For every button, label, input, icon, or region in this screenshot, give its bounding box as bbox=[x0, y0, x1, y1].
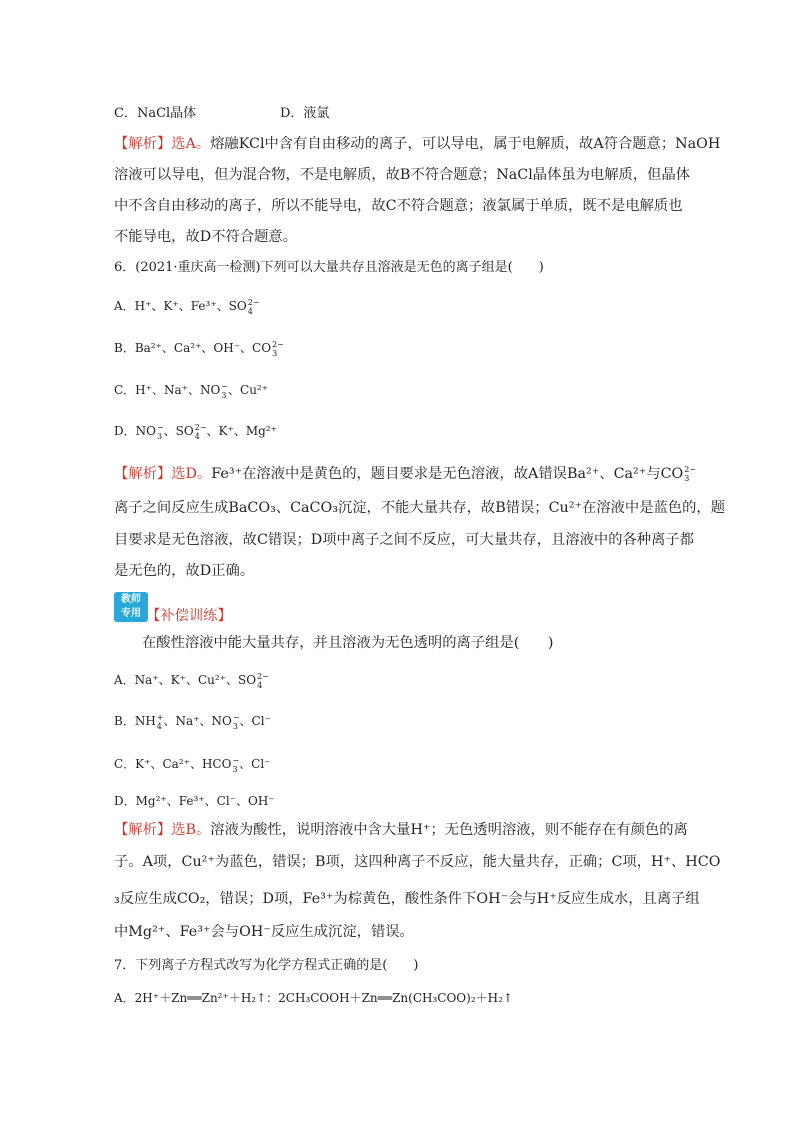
charge-label: 2− bbox=[257, 671, 269, 681]
subscript-label: 4 bbox=[247, 306, 253, 316]
supplementary-exp-text-1: 溶液为酸性，说明溶液中含大量H⁺；无色透明溶液，则不能存在有颜色的离 bbox=[210, 822, 688, 838]
charge-label: 2− bbox=[194, 422, 207, 432]
supplementary-option-d: D．Mg²⁺、Fe³⁺、Cl⁻、OH⁻ bbox=[114, 794, 275, 808]
q6-option-c bbox=[114, 380, 268, 400]
subscript-label: 4 bbox=[194, 431, 200, 441]
supplementary-option-a-text: A．Na⁺、K⁺、Cu²⁺、SO bbox=[114, 673, 257, 687]
sulfate-charge bbox=[195, 423, 207, 441]
charge-label: 2− bbox=[272, 339, 284, 349]
q6-option-a bbox=[114, 296, 260, 316]
q6-option-b bbox=[114, 338, 284, 358]
q5-option-c: C．NaCl晶体 bbox=[114, 106, 197, 121]
charge-label: − bbox=[232, 755, 240, 765]
supplementary-option-b-end: 、Cl⁻ bbox=[239, 714, 271, 728]
badge-line-1: 教师 bbox=[121, 594, 141, 605]
subscript-label: 3 bbox=[221, 390, 227, 400]
supplementary-answer: 选B。 bbox=[171, 822, 211, 838]
subscript-label: 3 bbox=[272, 348, 278, 358]
q6-option-d bbox=[114, 421, 277, 441]
q5-explanation-line-2: 溶液可以导电，但为混合物，不是电解质，故B不符合题意；NaCl晶体虽为电解质，但晶体 bbox=[114, 167, 691, 183]
charge-label: 2− bbox=[247, 297, 260, 307]
q5-answer: 选A。 bbox=[171, 136, 211, 152]
ammonium-charge bbox=[157, 713, 164, 731]
subscript-label: 3 bbox=[684, 474, 690, 483]
q6-option-b-text: B．Ba²⁺、Ca²⁺、OH⁻、CO bbox=[114, 341, 272, 355]
nitrate-charge bbox=[233, 713, 240, 731]
supplementary-tag: 【补偿训练】 bbox=[146, 608, 232, 624]
supplementary-analysis-tag: 【解析】 bbox=[114, 822, 172, 838]
supplementary-option-c bbox=[114, 754, 271, 774]
q7-option-a: A．2H⁺＋Zn══Zn²⁺＋H₂↑：2CH₃COOH＋Zn══Zn(CH₃COO)₂＋H₂↑ bbox=[114, 991, 513, 1005]
sulfate-charge bbox=[257, 672, 269, 690]
subscript-label: 3 bbox=[156, 431, 163, 441]
charge-label: − bbox=[221, 381, 229, 391]
q6-analysis-tag: 【解析】 bbox=[114, 466, 172, 482]
badge-line-2: 专用 bbox=[121, 608, 141, 619]
subscript-label: 4 bbox=[257, 680, 263, 690]
q6-explanation-line-1 bbox=[114, 464, 696, 484]
q5-option-d: D．液氯 bbox=[280, 106, 330, 121]
q6-answer: 选D。 bbox=[171, 466, 212, 482]
charge-label: − bbox=[156, 422, 164, 432]
q6-explanation-line-2: 离子之间反应生成BaCO₃、CaCO₃沉淀，不能大量共存，故B错误；Cu²⁺在溶液中是蓝色的，题 bbox=[114, 500, 725, 516]
supplementary-option-b-head: B．NH bbox=[114, 714, 156, 728]
carbonate-charge bbox=[272, 340, 284, 358]
charge-label: 2− bbox=[684, 465, 697, 474]
nitrate-charge bbox=[157, 423, 164, 441]
supplementary-explanation-line-1 bbox=[114, 820, 688, 840]
q5-explanation-line-4: 不能导电，故D不符合题意。 bbox=[114, 229, 298, 245]
teacher-only-badge bbox=[114, 592, 148, 622]
q6-explanation-line-4: 是无色的，故D正确。 bbox=[114, 563, 255, 579]
q5-explanation-line-3: 中不含自由移动的离子，所以不能导电，故C不符合题意；液氯属于单质，既不是电解质也 bbox=[114, 198, 683, 214]
q6-explanation-line-3: 目要求是无色溶液，故C错误；D项中离子之间不反应，可大量共存，且溶液中的各种离子都 bbox=[114, 532, 694, 548]
q7-stem: 7．下列离子方程式改写为化学方程式正确的是( ) bbox=[114, 958, 419, 973]
q6-option-c-tail: 、Cu²⁺ bbox=[228, 383, 269, 397]
supplementary-option-a bbox=[114, 670, 269, 690]
q6-option-d-head: D．NO bbox=[114, 424, 156, 438]
supplementary-option-c-text: C．K⁺、Ca²⁺、HCO bbox=[114, 757, 232, 771]
q6-exp-text-1: Fe³⁺在溶液中是黄色的，题目要求是无色溶液，故A错误Ba²⁺、Ca²⁺与CO bbox=[211, 466, 684, 482]
supplementary-stem: 在酸性溶液中能大量共存，并且溶液为无色透明的离子组是( ) bbox=[142, 635, 554, 651]
subscript-label: 3 bbox=[232, 764, 238, 774]
charge-label: + bbox=[156, 712, 164, 722]
subscript-label: 3 bbox=[232, 721, 238, 731]
q6-stem: 6．(2021·重庆高一检测)下列可以大量共存且溶液是无色的离子组是( ) bbox=[114, 260, 544, 275]
carbonate-charge bbox=[684, 465, 696, 483]
supplementary-explanation-line-2: 子。A项，Cu²⁺为蓝色，错误；B项，这四种离子不反应，能大量共存，正确；C项，H⁺、HCO bbox=[114, 854, 721, 870]
subscript-label: 4 bbox=[156, 721, 162, 731]
supplementary-option-b-tail: 、Na⁺、NO bbox=[163, 714, 232, 728]
q6-option-d-mid: 、SO bbox=[163, 424, 194, 438]
supplementary-option-c-tail: 、Cl⁻ bbox=[239, 757, 271, 771]
charge-label: − bbox=[232, 712, 240, 722]
bicarbonate-charge bbox=[232, 756, 239, 774]
q5-exp-text-1: 熔融KCl中含有自由移动的离子，可以导电，属于电解质，故A符合题意；NaOH bbox=[210, 136, 721, 152]
supplementary-explanation-line-4: 中Mg²⁺、Fe³⁺会与OH⁻反应生成沉淀，错误。 bbox=[114, 924, 414, 940]
q5-options bbox=[114, 104, 330, 124]
supplementary-option-b bbox=[114, 711, 271, 731]
q5-explanation-line-1 bbox=[114, 134, 720, 154]
sulfate-charge bbox=[248, 298, 260, 316]
q5-analysis-tag: 【解析】 bbox=[114, 136, 172, 152]
supplementary-explanation-line-3: ₃反应生成CO₂，错误；D项，Fe³⁺为棕黄色，酸性条件下OH⁻会与H⁺反应生成水，且离子组 bbox=[114, 891, 700, 907]
q6-option-d-tail: 、K⁺、Mg²⁺ bbox=[206, 424, 277, 438]
q6-option-c-text: C．H⁺、Na⁺、NO bbox=[114, 383, 221, 397]
q6-option-a-text: A．H⁺、K⁺、Fe³⁺、SO bbox=[114, 299, 247, 313]
nitrate-charge bbox=[221, 382, 228, 400]
